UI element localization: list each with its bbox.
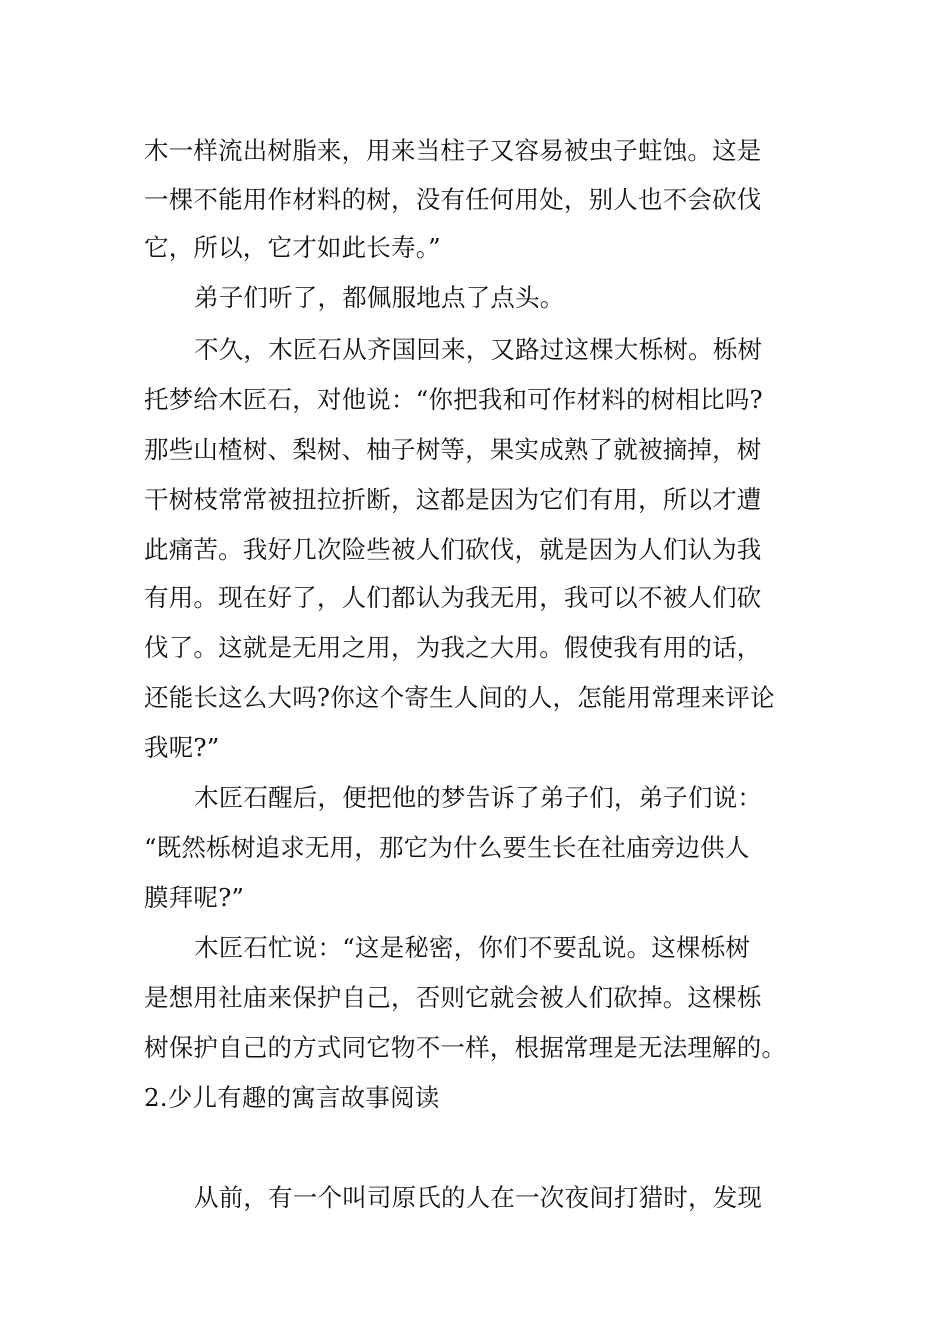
text-line: 有用。现在好了，人们都认为我无用，我可以不被人们砍 xyxy=(144,583,762,612)
text-line: 一棵不能用作材料的树，没有任何用处，别人也不会砍伐 xyxy=(144,185,762,214)
text-line: 树保护自己的方式同它物不一样，根据常理是无法理解的。 xyxy=(144,1033,787,1062)
text-line: 托梦给木匠石，对他说：“你把我和可作材料的树相比吗? xyxy=(144,385,763,414)
section-heading: 2.少儿有趣的寓言故事阅读 xyxy=(144,1083,440,1112)
text-line: 它，所以，它才如此长寿。” xyxy=(144,233,441,262)
text-line: 伐了。这就是无用之用，为我之大用。假使我有用的话， xyxy=(144,633,762,662)
text-line: 不久，木匠石从齐国回来，又路过这棵大栎树。栎树 xyxy=(194,335,763,364)
text-line: 木匠石忙说：“这是秘密，你们不要乱说。这棵栎树 xyxy=(194,933,751,962)
text-line: 我呢?” xyxy=(144,733,220,762)
text-line: 干树枝常常被扭拉折断，这都是因为它们有用，所以才遭 xyxy=(144,485,762,514)
text-line: 是想用社庙来保护自己，否则它就会被人们砍掉。这棵栎 xyxy=(144,983,762,1012)
text-line: 那些山楂树、梨树、柚子树等，果实成熟了就被摘掉，树 xyxy=(144,435,762,464)
text-line: 弟子们听了，都佩服地点了点头。 xyxy=(194,283,565,312)
text-line: 从前，有一个叫司原氏的人在一次夜间打猎时，发现 xyxy=(194,1183,763,1212)
text-line: 还能长这么大吗?你这个寄生人间的人，怎能用常理来评论 xyxy=(144,683,775,712)
text-line: 此痛苦。我好几次险些被人们砍伐，就是因为人们认为我 xyxy=(144,535,762,564)
text-line: 膜拜呢?” xyxy=(144,883,245,912)
text-line: “既然栎树追求无用，那它为什么要生长在社庙旁边供人 xyxy=(144,833,750,862)
text-line: 木匠石醒后，便把他的梦告诉了弟子们，弟子们说： xyxy=(194,783,763,812)
text-line: 木一样流出树脂来，用来当柱子又容易被虫子蛀蚀。这是 xyxy=(144,136,762,165)
